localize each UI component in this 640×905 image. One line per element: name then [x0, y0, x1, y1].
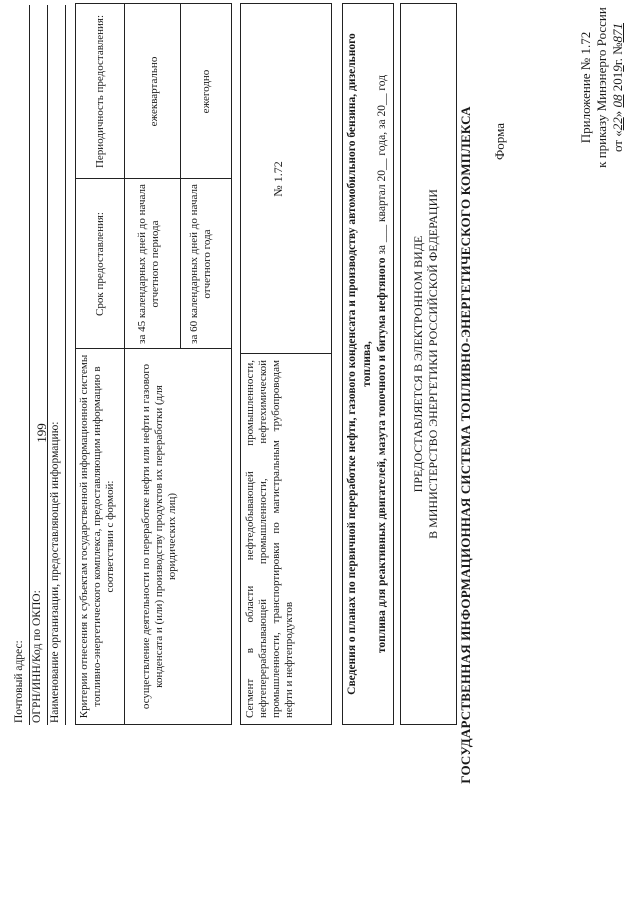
criteria-table — [75, 3, 232, 725]
footer-org-name — [49, 5, 61, 725]
footer-line-2 — [47, 5, 48, 725]
footer-line-3 — [29, 5, 30, 725]
appendix-date-sep: » — [610, 110, 625, 118]
table-row-divider — [180, 4, 181, 349]
footer-address — [13, 5, 25, 725]
report-title-line-2: топлива для реактивных двигателей, мазута топочного и битума нефтяного — [376, 257, 388, 654]
appendix-number-label: г. № — [610, 42, 625, 66]
table-header-deadline: Срок предоставления: — [94, 212, 106, 316]
electronic-submission-box — [400, 3, 457, 725]
electronic-line-1: ПРЕДОСТАВЛЯЕТСЯ В ЭЛЕКТРОННОМ ВИДЕ — [411, 235, 425, 493]
appendix-line-2: к приказу Минэнерго России — [594, 7, 609, 168]
table-header-periodicity: Периодичность предоставления: — [94, 14, 106, 169]
footer-ogrn-label: ОГРН/ИНН/Код по ОКПО: — [31, 590, 43, 723]
report-title-box — [342, 3, 394, 725]
form-number: № 1.72 — [271, 161, 285, 197]
table-row-1-deadline: за 45 календарных дней до начала отчетного периода — [136, 184, 161, 344]
main-title: ГОСУДАРСТВЕННАЯ ИНФОРМАЦИОННАЯ СИСТЕМА ТОПЛИВНО-ЭНЕРГЕТИЧЕСКОГО КОМПЛЕКСА — [458, 106, 473, 784]
appendix-year-digit: 9 — [610, 65, 625, 72]
footer-org-name-label: Наименование организации, предоставляющей информацию: — [49, 421, 61, 723]
appendix-date-prefix: от « — [610, 130, 625, 153]
segment-divider — [241, 353, 331, 354]
footer-line-top — [65, 5, 66, 725]
appendix-day: 22 — [610, 117, 625, 131]
segment-text: Сегмент в области нефтедобывающей промышленности, нефтеперерабатывающей промышленности, нефтехимической промышленности, транспортировки по магистральным трубопроводам нефти и нефтепродуктов — [244, 360, 295, 718]
form-label: Форма — [492, 123, 507, 160]
report-title — [343, 4, 390, 724]
table-row-2-periodicity: ежегодно — [200, 69, 212, 114]
appendix-month: 08 — [610, 94, 625, 108]
appendix-line-1: Приложение № 1.72 — [578, 31, 593, 144]
footer-address-label: Почтовый адрес: — [13, 640, 25, 723]
appendix-block — [578, 0, 626, 175]
table-criteria-text: осуществление деятельности по переработке нефти или нефти и газового конденсата и (или) производству продуктов их переработки (для юридических лиц) — [140, 363, 178, 710]
report-period: за ___ квартал 20__ года, за 20__ год — [376, 74, 388, 255]
table-header-divider — [124, 4, 125, 724]
table-row-2-deadline: за 60 календарных дней до начала отчетного года — [188, 184, 213, 344]
table-header-criteria: Критерии отнесения к субъектам государственной информационной системы топливно-энергетического комплекса, предоставляющим информацию в соответствии с формой: — [78, 354, 116, 719]
segment-box — [240, 3, 332, 725]
appendix-number: 871 — [610, 22, 625, 43]
appendix-year-prefix: 201 — [610, 71, 625, 92]
electronic-line-2: В МИНИСТЕРСТВО ЭНЕРГЕТИКИ РОССИЙСКОЙ ФЕДЕРАЦИИ — [426, 189, 440, 539]
table-row-1-periodicity: ежеквартально — [148, 56, 160, 127]
footer-ogrn — [31, 5, 43, 725]
report-title-line-1: Сведения о планах по первичной переработке нефти, газового конденсата и производству автомобильного бензина, дизельного топлива, — [346, 33, 373, 695]
appendix-line-3 — [610, 0, 626, 175]
page-number: 199 — [33, 423, 49, 443]
